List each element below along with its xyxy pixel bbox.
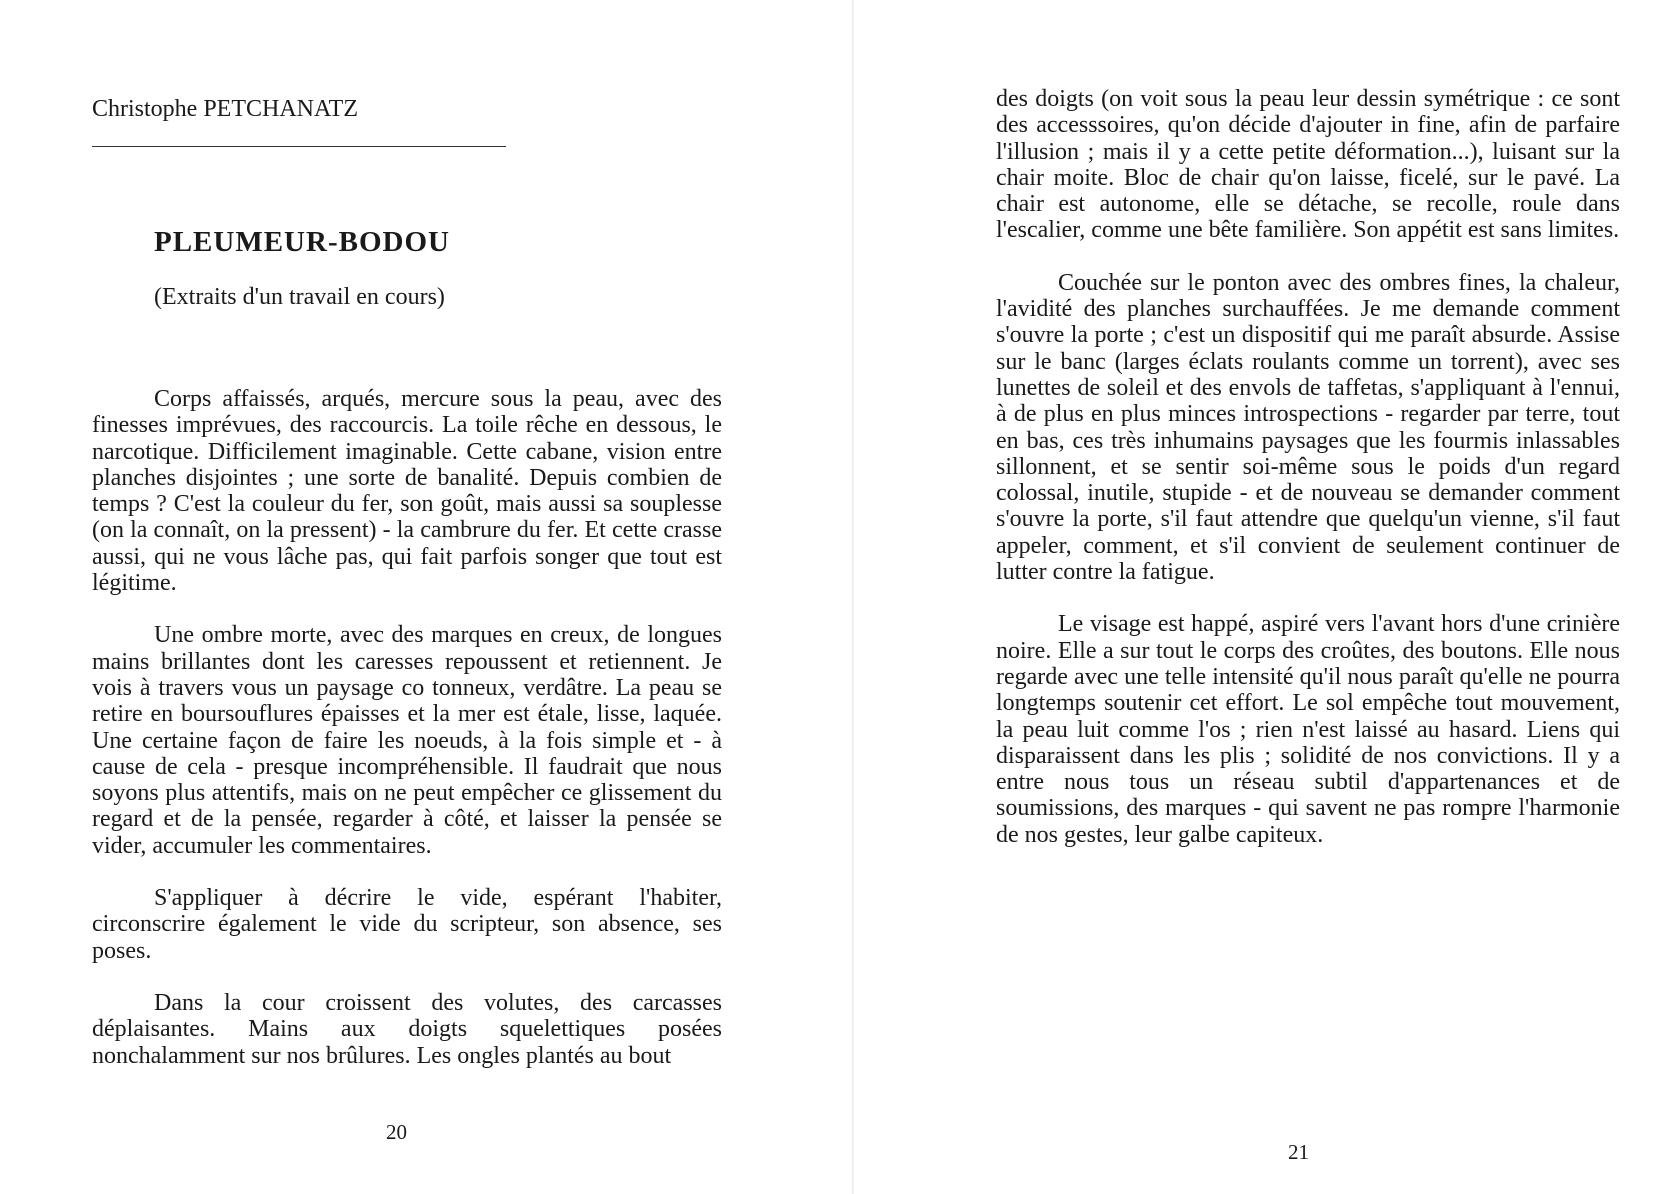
author-name: Christophe PETCHANATZ bbox=[92, 96, 358, 122]
right-page bbox=[854, 0, 1678, 1194]
paragraph: S'appliquer à décrire le vide, espérant l'habiter, circonscrire également le vide du scripteur, son absence, ses poses. bbox=[92, 885, 722, 964]
article-subtitle: (Extraits d'un travail en cours) bbox=[154, 284, 445, 310]
author-divider bbox=[92, 146, 506, 147]
right-body-text bbox=[996, 86, 1620, 848]
paragraph: Le visage est happé, aspiré vers l'avant hors d'une crinière noire. Elle a sur tout le corps des croûtes, des boutons. Elle nous regarde avec une telle intensité qu'il nous paraît qu'elle ne pourra longtemps soutenir cet effort. Le sol empêche tout mouvement, la peau luit comme l'os ; rien n'est laissé au hasard. Liens qui disparaissent dans les plis ; solidité de nos convictions. Il y a entre nous tous un réseau subtil d'appartenances et de soumissions, des marques - qui savent ne pas rompre l'harmonie de nos gestes, leur galbe capiteux. bbox=[996, 611, 1620, 848]
page-number-left: 20 bbox=[386, 1120, 407, 1144]
article-title: PLEUMEUR-BODOU bbox=[154, 226, 450, 258]
paragraph: Couchée sur le ponton avec des ombres fines, la chaleur, l'avidité des planches surchauffées. Je me demande comment s'ouvre la porte ; c'est un dispositif qui me paraît absurde. Assise sur le banc (larges éclats roulants comme un torrent), avec ses lunettes de soleil et des envols de taffetas, s'appliquant à l'ennui, à de plus en plus minces introspections - regarder par terre, tout en bas, ces très inhumains paysages que les fourmis inlassables sillonnent, et se sentir soi-même sous le poids d'un regard colossal, inutile, stupide - et de nouveau se demander comment s'ouvre la porte, s'il faut attendre que quelqu'un vienne, s'il faut appeler, comment, et s'il convient de seulement continuer de lutter contre la fatigue. bbox=[996, 269, 1620, 586]
left-body-text bbox=[92, 386, 722, 1069]
paragraph: Corps affaissés, arqués, mercure sous la peau, avec des finesses imprévues, des raccourcis. La toile rêche en dessous, le narcotique. Difficilement imaginable. Cette cabane, vision entre planches disjointes ; une sorte de banalité. Depuis combien de temps ? C'est la couleur du fer, son goût, mais aussi sa souplesse (on la connaît, on la pressent) - la cambrure du fer. Et cette crasse aussi, qui ne vous lâche pas, qui fait parfois songer que tout est légitime. bbox=[92, 386, 722, 597]
paragraph: Dans la cour croissent des volutes, des carcasses déplaisantes. Mains aux doigts squelettiques posées nonchalamment sur nos brûlures. Les ongles plantés au bout bbox=[92, 989, 722, 1069]
paragraph: Une ombre morte, avec des marques en creux, de longues mains brillantes dont les caresses repoussent et retiennent. Je vois à travers vous un paysage co tonneux, verdâtre. La peau se retire en boursouflures épaisses et la mer est étale, lisse, laquée. Une certaine façon de faire les noeuds, à la fois simple et - à cause de cela - presque incompréhensible. Il faudrait que nous soyons plus attentifs, mais on ne peut empêcher ce glissement du regard et de la pensée, regarder à côté, et laisser la pensée se vider, accumuler les commentaires. bbox=[92, 622, 722, 859]
page-number-right: 21 bbox=[1288, 1140, 1309, 1164]
paragraph-continued: des doigts (on voit sous la peau leur dessin symétrique : ce sont des accesssoires, qu'on décide d'ajouter in fine, afin de parfaire l'illusion ; mais il y a cette petite déformation...), luisant sur la chair moite. Bloc de chair qu'on laisse, ficelé, sur le pavé. La chair est autonome, elle se détache, se recolle, roule dans l'escalier, comme une bête familière. Son appétit est sans limites. bbox=[996, 86, 1620, 244]
